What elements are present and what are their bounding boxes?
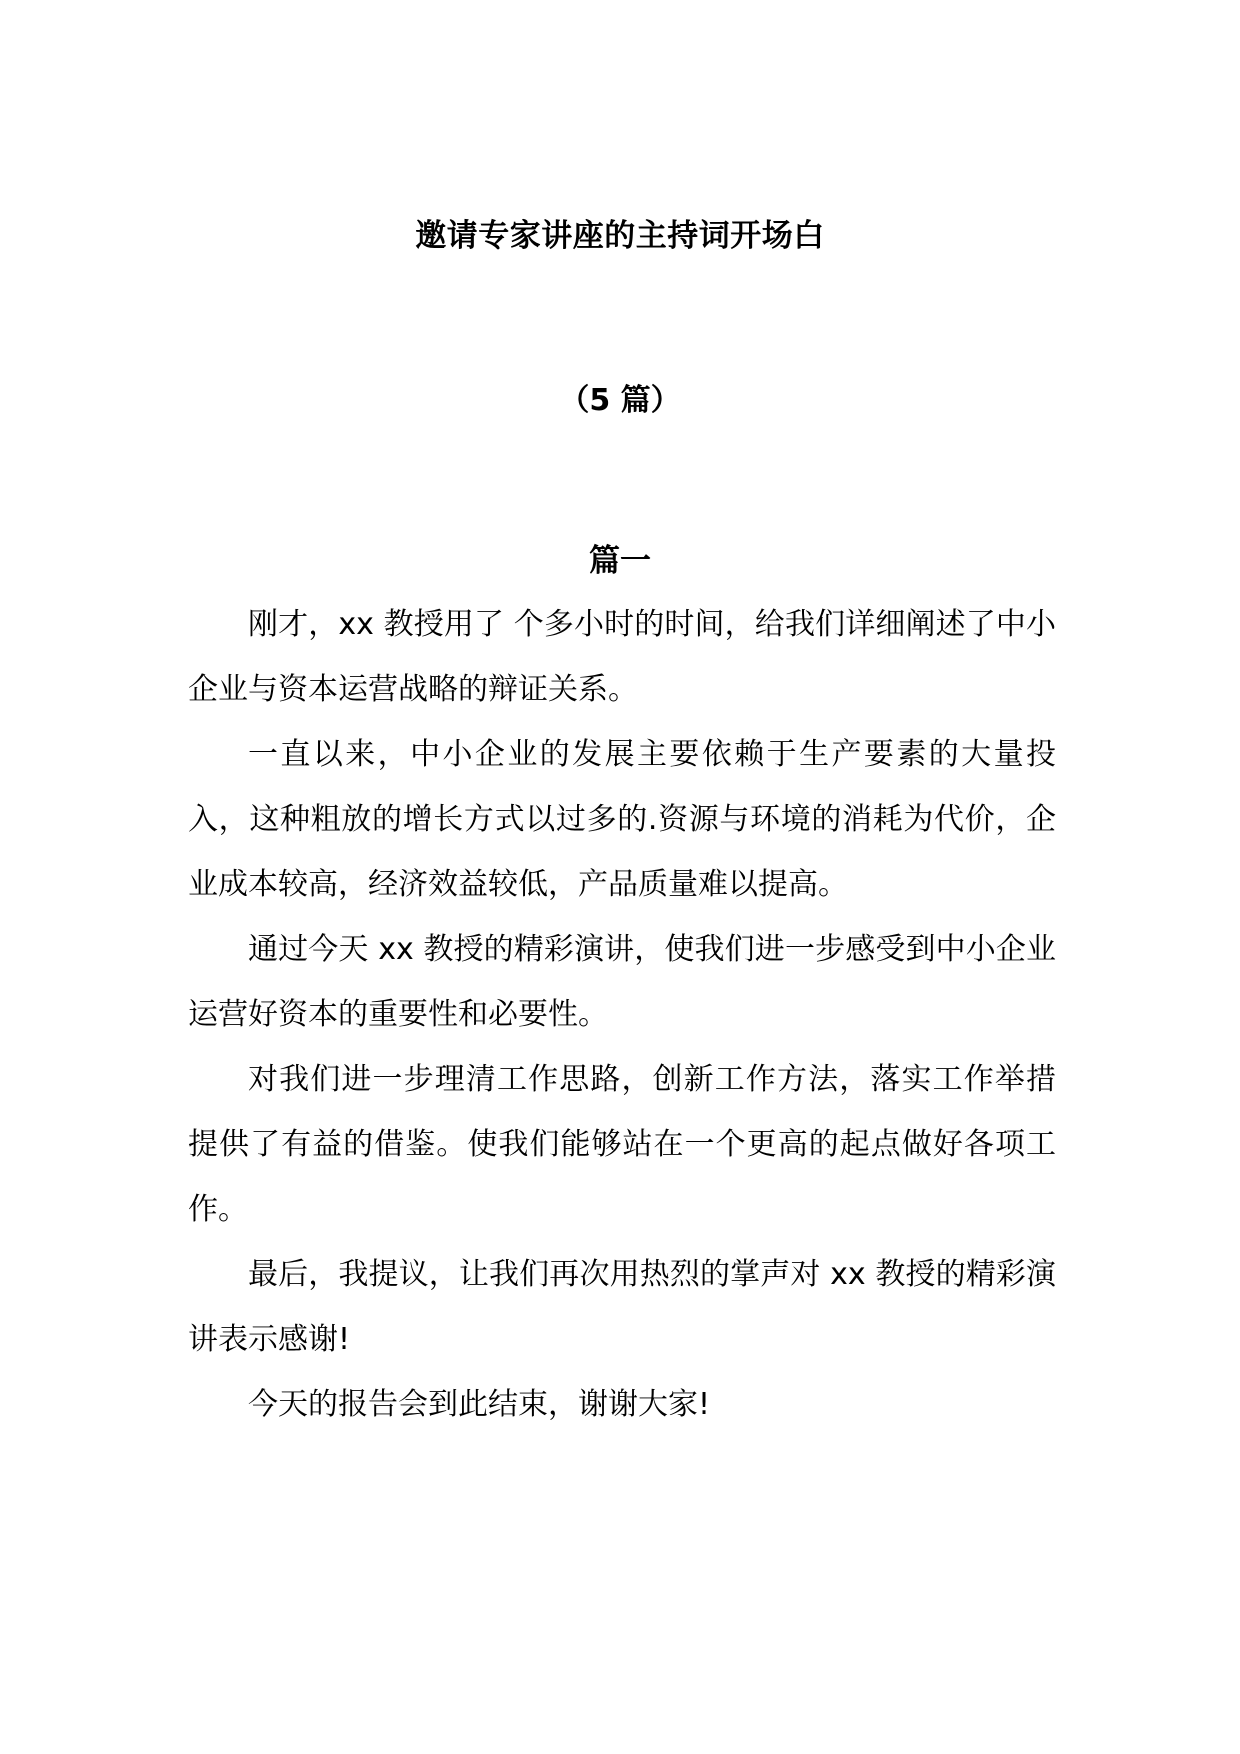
document-body [188, 592, 1056, 1437]
document-subtitle: （5 篇） [559, 383, 681, 418]
paragraph-2: 一直以来，中小企业的发展主要依赖于生产要素的大量投入，这种粗放的增长方式以过多的.资源与环境的消耗为代价，企业成本较高，经济效益较低，产品质量难以提高。 [188, 737, 1056, 902]
paragraph-5: 最后，我提议，让我们再次用热烈的掌声对 xx 教授的精彩演讲表示感谢! [188, 1257, 1056, 1357]
document-title: 邀请专家讲座的主持词开场白 [415, 218, 825, 254]
paragraph-1: 刚才，xx 教授用了 个多小时的时间，给我们详细阐述了中小企业与资本运营战略的辩证关系。 [188, 607, 1056, 707]
paragraph-3: 通过今天 xx 教授的精彩演讲，使我们进一步感受到中小企业运营好资本的重要性和必要性。 [188, 932, 1056, 1032]
paragraph-6: 今天的报告会到此结束，谢谢大家! [248, 1387, 711, 1422]
paragraph-4: 对我们进一步理清工作思路，创新工作方法，落实工作举措提供了有益的借鉴。使我们能够站在一个更高的起点做好各项工作。 [188, 1062, 1056, 1227]
section-heading: 篇一 [589, 543, 651, 579]
